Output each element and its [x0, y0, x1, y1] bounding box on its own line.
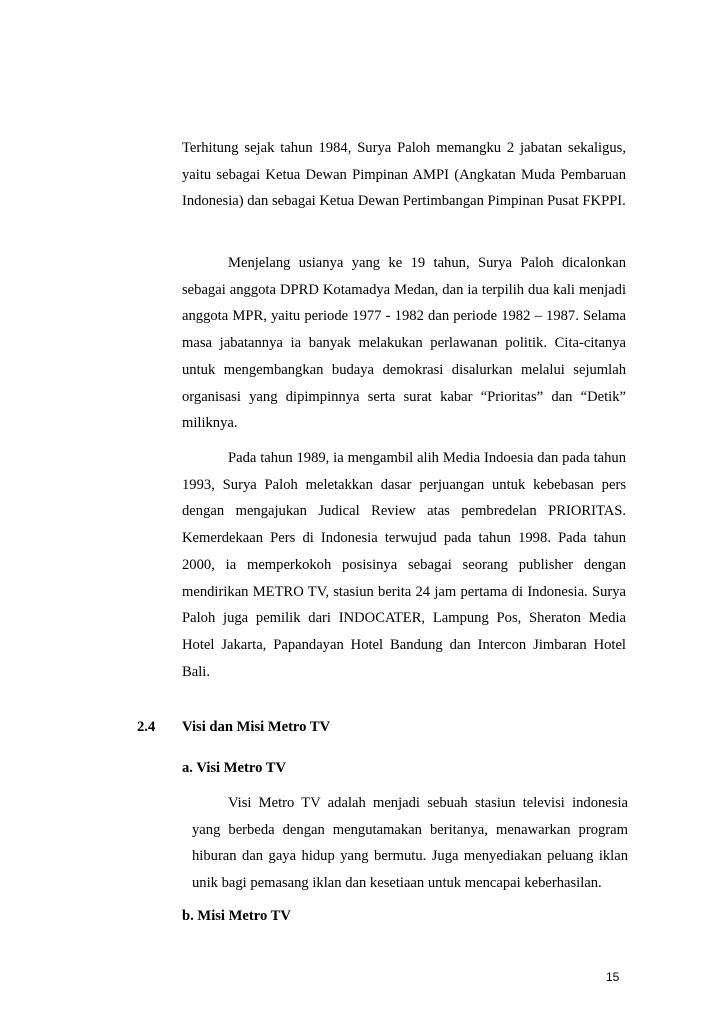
- section-title: Visi dan Misi Metro TV: [182, 719, 331, 735]
- subheading-visi: a. Visi Metro TV: [182, 760, 287, 776]
- paragraph-2: Menjelang usianya yang ke 19 tahun, Surya Paloh dicalonkan sebagai anggota DPRD Kotamadya Medan, dan ia terpilih dua kali menjadi anggota MPR, yaitu periode 1977 - 1982 dan periode 1982 – 1987. Selama masa jabatannya ia banyak melakukan perlawanan politik. Cita-citanya untuk mengembangkan budaya demokrasi disalurkan melalui sejumlah organisasi yang dipimpinnya serta surat kabar “Prioritas” dan “Detik” miliknya.: [182, 255, 626, 432]
- section-number: 2.4: [137, 719, 156, 735]
- paragraph-3: Pada tahun 1989, ia mengambil alih Media Indoesia dan pada tahun 1993, Surya Paloh meletakkan dasar perjuangan untuk kebebasan pers dengan mengajukan Judical Review atas pembredelan PRIORITAS. Kemerdekaan Pers di Indonesia terwujud pada tahun 1998. Pada tahun 2000, ia memperkokoh posisinya sebagai seorang publisher dengan mendirikan METRO TV, stasiun berita 24 jam pertama di Indonesia. Surya Paloh juga pemilik dari INDOCATER, Lampung Pos, Sheraton Media Hotel Jakarta, Papandayan Hotel Bandung dan Intercon Jimbaran Hotel Bali.: [182, 450, 626, 680]
- subheading-misi: b. Misi Metro TV: [182, 908, 291, 924]
- paragraph-visi: Visi Metro TV adalah menjadi sebuah stasiun televisi indonesia yang berbeda dengan mengutamakan beritanya, menawarkan program hiburan dan gaya hidup yang bermutu. Juga menyediakan peluang iklan unik bagi pemasang iklan dan kesetiaan untuk mencapai keberhasilan.: [192, 795, 628, 892]
- paragraph-1: Terhitung sejak tahun 1984, Surya Paloh memangku 2 jabatan sekaligus, yaitu sebagai Ketua Dewan Pimpinan AMPI (Angkatan Muda Pembaruan Indonesia) dan sebagai Ketua Dewan Pertimbangan Pimpinan Pusat FKPPI.: [182, 140, 626, 210]
- page-number: 15: [606, 970, 620, 984]
